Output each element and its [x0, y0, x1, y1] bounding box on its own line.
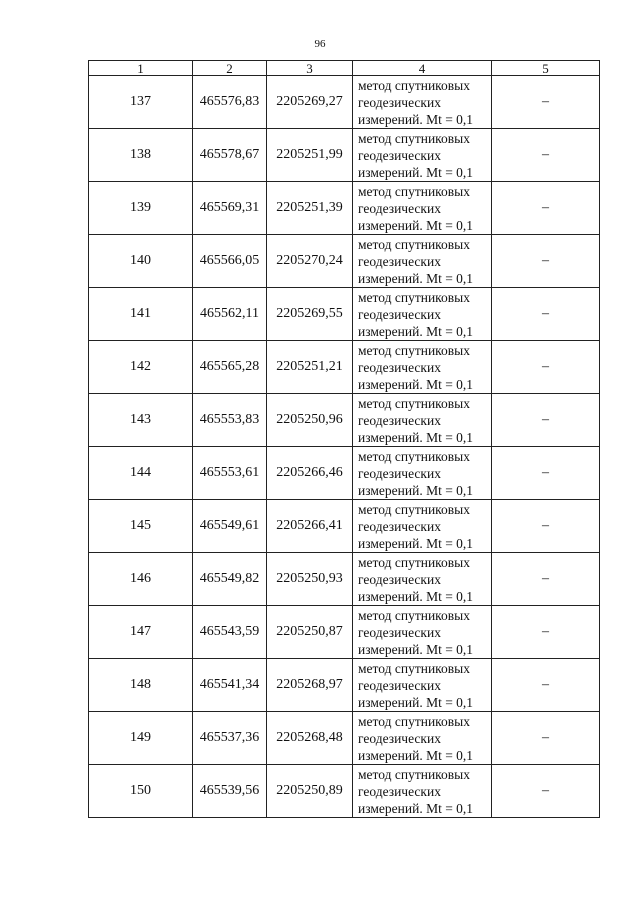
method-line: метод спутниковых — [358, 660, 470, 676]
method-line: измерений. Mt = 0,1 — [358, 482, 474, 498]
column-header-5: 5 — [492, 61, 600, 76]
table-row — [89, 447, 600, 500]
method-line: измерений. Mt = 0,1 — [358, 429, 474, 445]
note-cell: – — [492, 659, 600, 712]
method-line: метод спутниковых — [358, 766, 470, 782]
method-line: геодезических — [358, 147, 441, 163]
method-cell — [353, 394, 492, 447]
method-line: геодезических — [358, 412, 441, 428]
note-cell: – — [492, 235, 600, 288]
x-coordinate-cell: 465553,61 — [193, 447, 267, 500]
table-row — [89, 606, 600, 659]
y-coordinate-cell: 2205250,93 — [267, 553, 353, 606]
point-number-cell: 145 — [89, 500, 193, 553]
method-line: измерений. Mt = 0,1 — [358, 747, 474, 763]
method-line: измерений. Mt = 0,1 — [358, 376, 474, 392]
table-row — [89, 659, 600, 712]
y-coordinate-cell: 2205266,46 — [267, 447, 353, 500]
note-cell: – — [492, 76, 600, 129]
column-header-1: 1 — [89, 61, 193, 76]
x-coordinate-cell: 465537,36 — [193, 712, 267, 765]
method-line: измерений. Mt = 0,1 — [358, 217, 474, 233]
method-line: измерений. Mt = 0,1 — [358, 270, 474, 286]
table-row — [89, 182, 600, 235]
method-line: геодезических — [358, 677, 441, 693]
method-line: метод спутниковых — [358, 395, 470, 411]
method-cell — [353, 129, 492, 182]
x-coordinate-cell: 465578,67 — [193, 129, 267, 182]
point-number-cell: 142 — [89, 341, 193, 394]
method-cell — [353, 500, 492, 553]
method-line: метод спутниковых — [358, 342, 470, 358]
table-header-row — [89, 61, 600, 76]
method-line: метод спутниковых — [358, 183, 470, 199]
method-line: метод спутниковых — [358, 554, 470, 570]
y-coordinate-cell: 2205269,55 — [267, 288, 353, 341]
point-number-cell: 140 — [89, 235, 193, 288]
method-line: метод спутниковых — [358, 713, 470, 729]
table-row — [89, 500, 600, 553]
point-number-cell: 137 — [89, 76, 193, 129]
point-number-cell: 144 — [89, 447, 193, 500]
y-coordinate-cell: 2205251,39 — [267, 182, 353, 235]
method-cell — [353, 553, 492, 606]
method-line: геодезических — [358, 783, 441, 799]
point-number-cell: 138 — [89, 129, 193, 182]
method-line: геодезических — [358, 359, 441, 375]
table-row — [89, 288, 600, 341]
y-coordinate-cell: 2205266,41 — [267, 500, 353, 553]
x-coordinate-cell: 465569,31 — [193, 182, 267, 235]
method-line: геодезических — [358, 518, 441, 534]
method-line: измерений. Mt = 0,1 — [358, 800, 474, 816]
method-line: метод спутниковых — [358, 289, 470, 305]
point-number-cell: 150 — [89, 765, 193, 818]
note-cell: – — [492, 341, 600, 394]
column-header-3: 3 — [267, 61, 353, 76]
note-cell: – — [492, 553, 600, 606]
method-cell — [353, 76, 492, 129]
method-line: метод спутниковых — [358, 501, 470, 517]
method-line: измерений. Mt = 0,1 — [358, 588, 474, 604]
method-cell — [353, 712, 492, 765]
coordinates-table — [88, 60, 600, 818]
table-row — [89, 235, 600, 288]
x-coordinate-cell: 465549,61 — [193, 500, 267, 553]
point-number-cell: 143 — [89, 394, 193, 447]
x-coordinate-cell: 465539,56 — [193, 765, 267, 818]
x-coordinate-cell: 465543,59 — [193, 606, 267, 659]
method-line: измерений. Mt = 0,1 — [358, 323, 474, 339]
note-cell: – — [492, 288, 600, 341]
x-coordinate-cell: 465566,05 — [193, 235, 267, 288]
method-cell — [353, 447, 492, 500]
method-cell — [353, 659, 492, 712]
table-row — [89, 712, 600, 765]
note-cell: – — [492, 447, 600, 500]
table-row — [89, 553, 600, 606]
y-coordinate-cell: 2205269,27 — [267, 76, 353, 129]
method-line: метод спутниковых — [358, 130, 470, 146]
method-line: измерений. Mt = 0,1 — [358, 111, 474, 127]
table-body — [89, 76, 600, 818]
method-line: измерений. Mt = 0,1 — [358, 694, 474, 710]
point-number-cell: 149 — [89, 712, 193, 765]
y-coordinate-cell: 2205251,21 — [267, 341, 353, 394]
method-cell — [353, 288, 492, 341]
x-coordinate-cell: 465565,28 — [193, 341, 267, 394]
point-number-cell: 146 — [89, 553, 193, 606]
method-cell — [353, 182, 492, 235]
note-cell: – — [492, 129, 600, 182]
x-coordinate-cell: 465562,11 — [193, 288, 267, 341]
method-line: метод спутниковых — [358, 448, 470, 464]
y-coordinate-cell: 2205250,89 — [267, 765, 353, 818]
method-line: геодезических — [358, 253, 441, 269]
y-coordinate-cell: 2205251,99 — [267, 129, 353, 182]
x-coordinate-cell: 465549,82 — [193, 553, 267, 606]
y-coordinate-cell: 2205270,24 — [267, 235, 353, 288]
column-header-4: 4 — [353, 61, 492, 76]
table-row — [89, 129, 600, 182]
point-number-cell: 147 — [89, 606, 193, 659]
y-coordinate-cell: 2205268,97 — [267, 659, 353, 712]
method-line: метод спутниковых — [358, 607, 470, 623]
note-cell: – — [492, 765, 600, 818]
method-cell — [353, 765, 492, 818]
method-line: метод спутниковых — [358, 77, 470, 93]
column-header-2: 2 — [193, 61, 267, 76]
method-line: метод спутниковых — [358, 236, 470, 252]
note-cell: – — [492, 500, 600, 553]
x-coordinate-cell: 465541,34 — [193, 659, 267, 712]
note-cell: – — [492, 712, 600, 765]
point-number-cell: 139 — [89, 182, 193, 235]
method-line: измерений. Mt = 0,1 — [358, 535, 474, 551]
point-number-cell: 148 — [89, 659, 193, 712]
note-cell: – — [492, 394, 600, 447]
page-number: 96 — [314, 38, 326, 50]
note-cell: – — [492, 182, 600, 235]
note-cell: – — [492, 606, 600, 659]
method-line: измерений. Mt = 0,1 — [358, 164, 474, 180]
method-line: измерений. Mt = 0,1 — [358, 641, 474, 657]
table-row — [89, 765, 600, 818]
y-coordinate-cell: 2205250,96 — [267, 394, 353, 447]
method-line: геодезических — [358, 200, 441, 216]
y-coordinate-cell: 2205268,48 — [267, 712, 353, 765]
method-line: геодезических — [358, 730, 441, 746]
method-line: геодезических — [358, 571, 441, 587]
method-cell — [353, 235, 492, 288]
table-row — [89, 341, 600, 394]
table-row — [89, 394, 600, 447]
method-line: геодезических — [358, 94, 441, 110]
method-cell — [353, 606, 492, 659]
method-line: геодезических — [358, 624, 441, 640]
y-coordinate-cell: 2205250,87 — [267, 606, 353, 659]
x-coordinate-cell: 465553,83 — [193, 394, 267, 447]
method-line: геодезических — [358, 306, 441, 322]
method-line: геодезических — [358, 465, 441, 481]
table-row — [89, 76, 600, 129]
x-coordinate-cell: 465576,83 — [193, 76, 267, 129]
method-cell — [353, 341, 492, 394]
point-number-cell: 141 — [89, 288, 193, 341]
